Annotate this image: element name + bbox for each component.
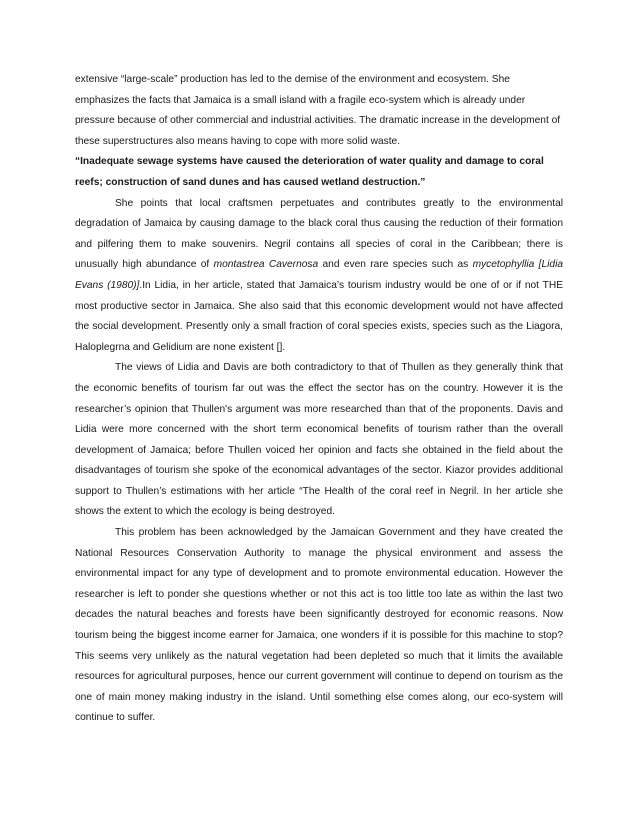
paragraph-craftsmen-text-a: She points that local craftsmen perpetuates and contributes greatly to the environmental degradation of Jamaica by causing damage to the black coral thus causing the reduction of their formation and pilfering them to make souvenirs. Negril contains all species of coral in the Caribbean; there is unusually high abundance of xyxy=(75,197,563,271)
paragraph-craftsmen xyxy=(75,194,563,359)
paragraph-intro: extensive “large-scale” production has led to the demise of the environment and ecosystem. She emphasizes the facts that Jamaica is a small island with a fragile eco-system which is already under pressure because of other commercial and industrial activities. The dramatic increase in the development of these superstructures also means having to cope with more solid waste. xyxy=(75,74,561,147)
document-page xyxy=(75,70,563,729)
species-name-cavernosa: montastrea Cavernosa xyxy=(213,259,319,271)
paragraph-government: This problem has been acknowledged by the Jamaican Government and they have created the National Resources Conservation Authority to manage the physical environment and assess the environmental impact for any type of development and to promote environmental education. However the researcher is left to ponder she questions whether or not this act is too little too late as within the last two decades the natural beaches and forests have been significantly destroyed for economic reasons. Now tourism being the biggest income earner for Jamaica, one wonders if it is possible for this machine to stop? This seems very unlikely as the natural vegetation had been depleted so much that it limits the available resources for agricultural purposes, hence our current government will continue to depend on tourism as the one of main money making industry in the island. Until something else comes along, our eco-system will continue to suffer. xyxy=(75,527,563,724)
paragraph-views: The views of Lidia and Davis are both contradictory to that of Thullen as they generally think that the economic benefits of tourism far out was the effect the sector has on the country. However it is the researcher’s opinion that Thullen's argument was more researched than that of the proponents. Davis and Lidia were more concerned with the short term economical benefits of tourism rather than the overall development of Jamaica; before Thullen voiced her opinion and facts she obtained in the field about the disadvantages of tourism she spoke of the economical advantages of the sector. Kiazor provides additional support to Thullen’s estimations with her article “The Health of the coral reef in Negril. In her article she shows the extent to which the ecology is being destroyed. xyxy=(75,362,563,518)
species-name-mycetophyllia: mycetophyllia [Lidia Evans (1980)] xyxy=(75,259,564,291)
paragraph-craftsmen-text-b: and even rare species such as xyxy=(318,259,473,271)
paragraph-craftsmen-text-c: .In Lidia, in her article, stated that Jamaica’s tourism industry would be one of or if not THE most productive sector in Jamaica. She also said that this economic development would not have affected the social development. Presently only a small fraction of coral species exists, species such as the Liagora, Haloplegrna and Gelidium are none existent []. xyxy=(75,279,563,353)
block-quote: “Inadequate sewage systems have caused the deterioration of water quality and damage to coral reefs; construction of sand dunes and has caused wetland destruction.” xyxy=(75,156,544,188)
